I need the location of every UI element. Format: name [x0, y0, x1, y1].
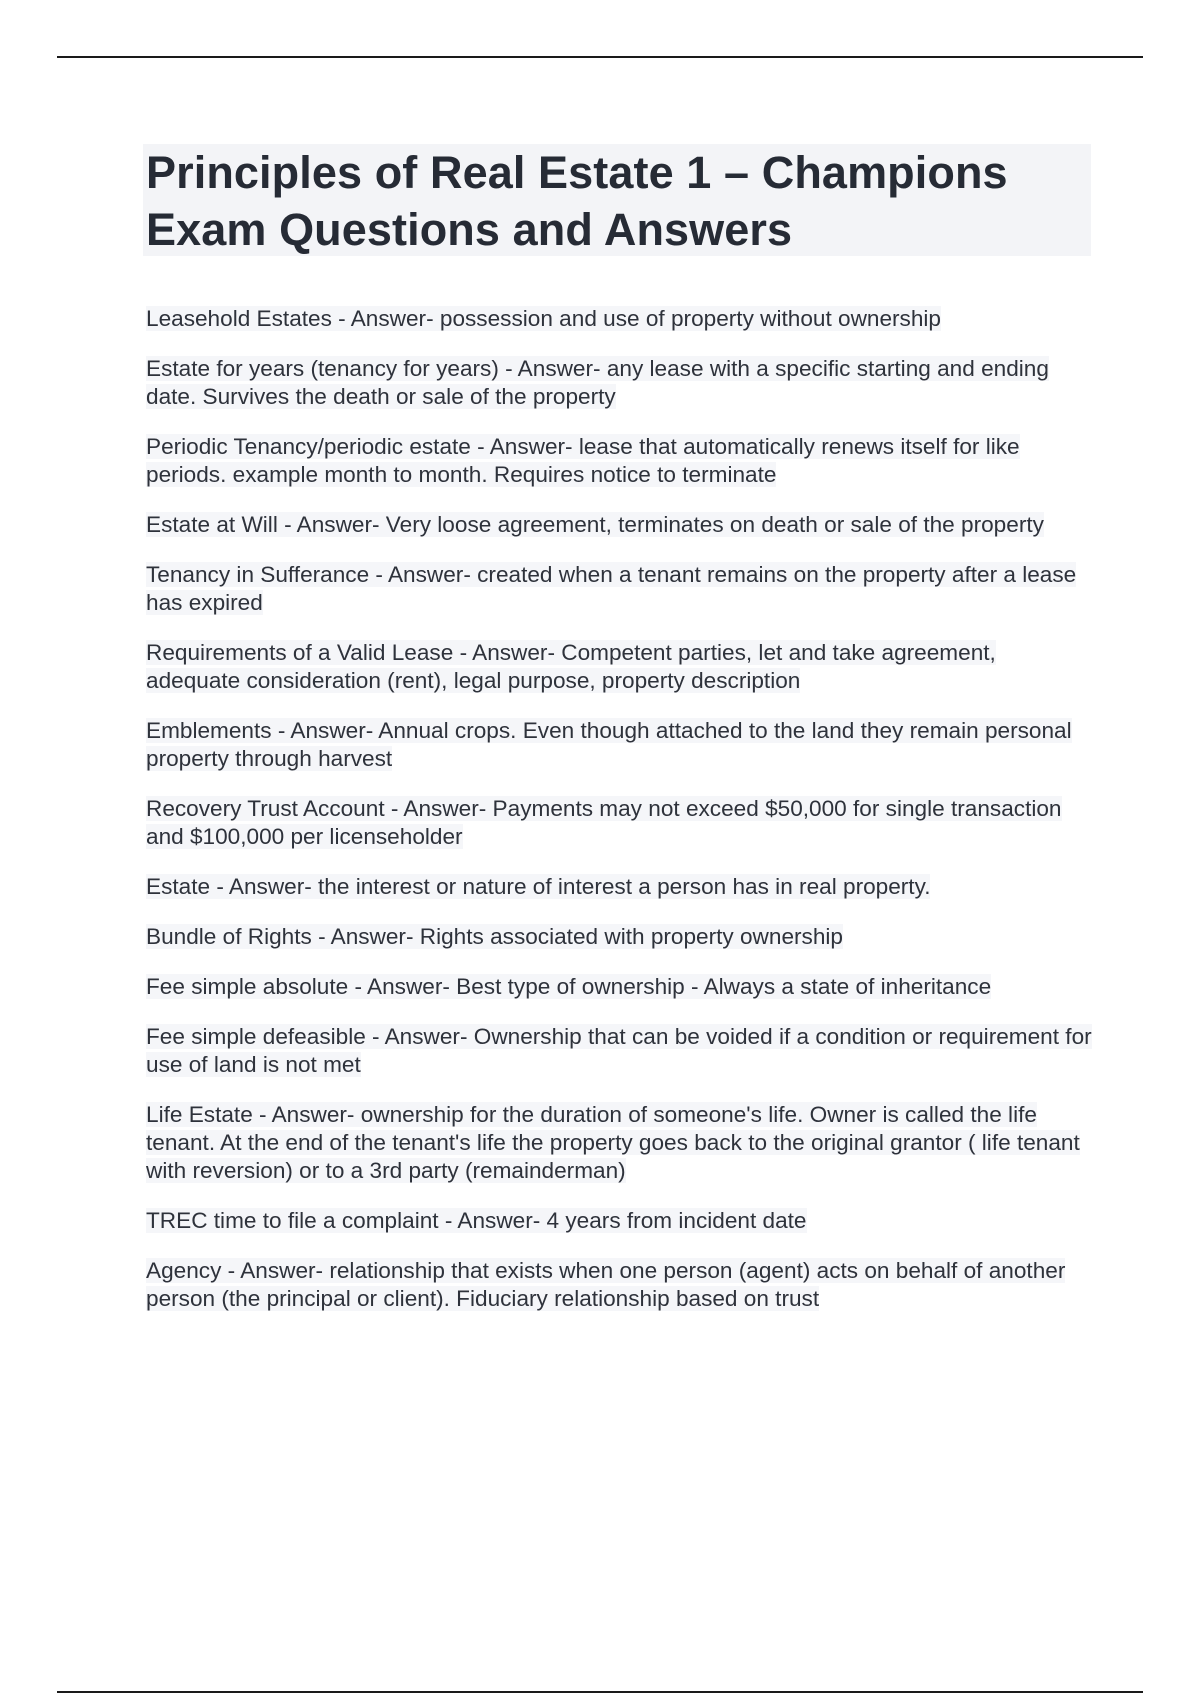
qa-item — [146, 639, 1096, 695]
qa-item — [146, 1257, 1096, 1313]
qa-text: Fee simple defeasible - Answer- Ownership that can be voided if a condition or requirement for use of land is not met — [146, 1024, 1092, 1077]
top-rule — [57, 56, 1143, 58]
qa-text: Emblements - Answer- Annual crops. Even though attached to the land they remain personal property through harvest — [146, 718, 1072, 771]
qa-item — [146, 795, 1096, 851]
qa-text: TREC time to file a complaint - Answer- 4 years from incident date — [146, 1208, 807, 1233]
bottom-rule — [57, 1691, 1143, 1693]
qa-item — [146, 973, 1096, 1001]
qa-text: Tenancy in Sufferance - Answer- created when a tenant remains on the property after a lease has expired — [146, 562, 1077, 615]
qa-item — [146, 355, 1096, 411]
qa-item — [146, 923, 1096, 951]
qa-text: Life Estate - Answer- ownership for the duration of someone's life. Owner is called the life tenant. At the end of the tenant's life the property goes back to the original grantor ( life tenant with reversion) or to a 3rd party (remainderman) — [146, 1102, 1080, 1183]
qa-text: Recovery Trust Account - Answer- Payments may not exceed $50,000 for single transaction and $100,000 per licenseholder — [146, 796, 1062, 849]
qa-text: Estate - Answer- the interest or nature of interest a person has in real property. — [146, 874, 931, 899]
qa-item — [146, 305, 1096, 333]
qa-text: Periodic Tenancy/periodic estate - Answer- lease that automatically renews itself for like periods. example month to month. Requires notice to terminate — [146, 434, 1020, 487]
page-title: Principles of Real Estate 1 – Champions Exam Questions and Answers — [146, 147, 1008, 255]
qa-text: Fee simple absolute - Answer- Best type of ownership - Always a state of inheritance — [146, 974, 992, 999]
qa-item — [146, 873, 1096, 901]
title-block — [143, 144, 1091, 256]
qa-item — [146, 1101, 1096, 1185]
qa-item — [146, 1023, 1096, 1079]
qa-item — [146, 511, 1096, 539]
qa-item — [146, 717, 1096, 773]
qa-text: Requirements of a Valid Lease - Answer- Competent parties, let and take agreement, adequate consideration (rent), legal purpose, property description — [146, 640, 996, 693]
qa-text: Estate at Will - Answer- Very loose agreement, terminates on death or sale of the property — [146, 512, 1044, 537]
qa-text: Bundle of Rights - Answer- Rights associated with property ownership — [146, 924, 843, 949]
qa-list — [146, 305, 1096, 1335]
qa-item — [146, 433, 1096, 489]
qa-text: Agency - Answer- relationship that exists when one person (agent) acts on behalf of another person (the principal or client). Fiduciary relationship based on trust — [146, 1258, 1066, 1311]
qa-item — [146, 1207, 1096, 1235]
qa-text: Estate for years (tenancy for years) - Answer- any lease with a specific starting and ending date. Survives the death or sale of the property — [146, 356, 1049, 409]
qa-item — [146, 561, 1096, 617]
qa-text: Leasehold Estates - Answer- possession and use of property without ownership — [146, 306, 941, 331]
